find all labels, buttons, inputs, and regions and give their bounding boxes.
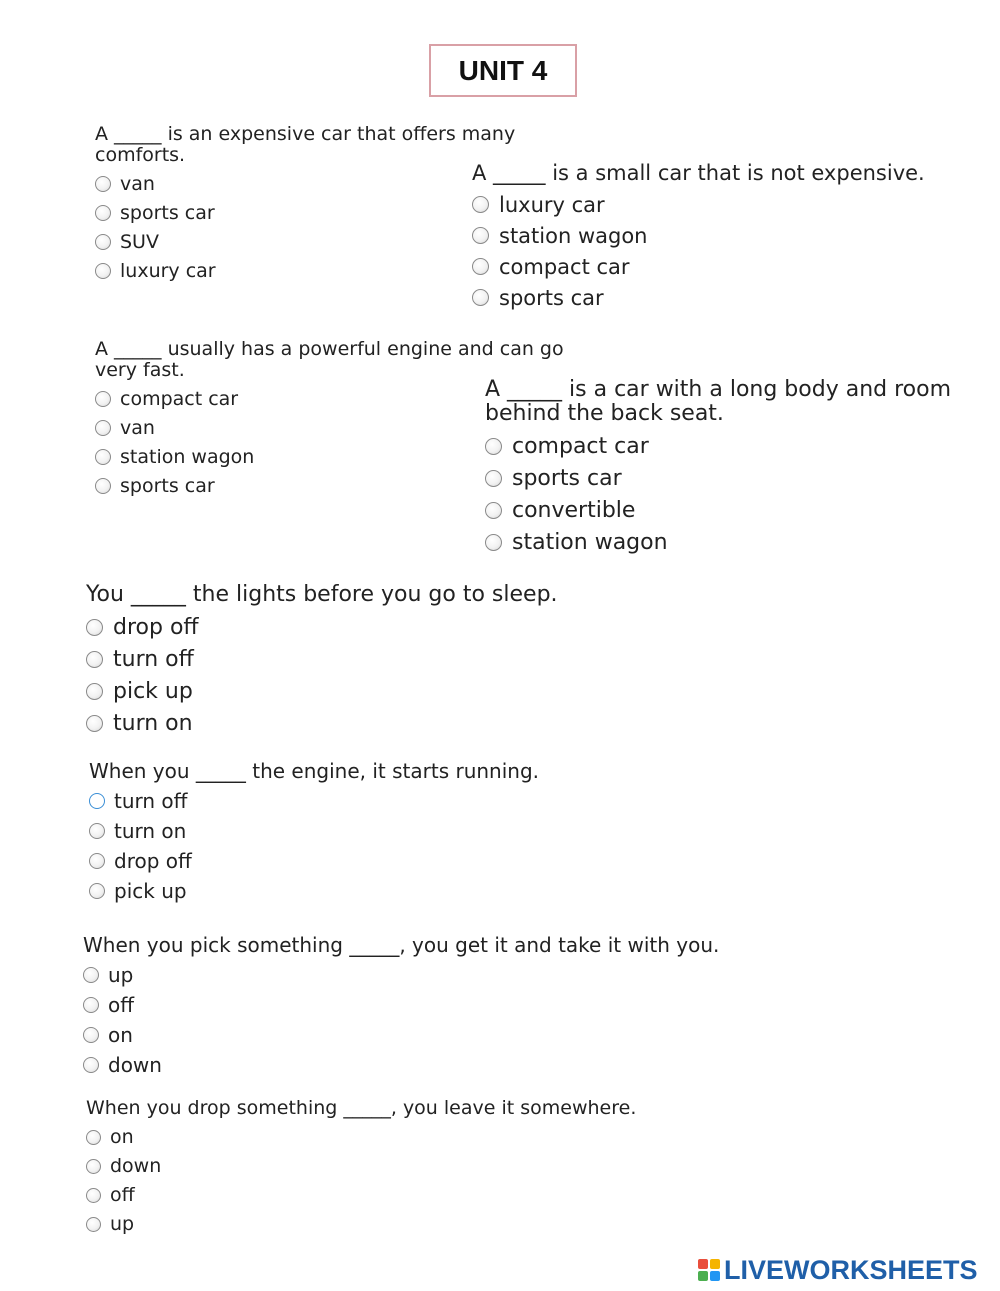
question-7: [83, 934, 883, 1080]
option-label: turn off: [113, 646, 194, 672]
option-label: on: [108, 1023, 133, 1047]
option[interactable]: [86, 1181, 786, 1210]
option-label: sports car: [120, 202, 215, 225]
option-label: pick up: [113, 678, 193, 704]
logo-square: [698, 1271, 708, 1281]
option-label: station wagon: [499, 223, 648, 248]
logo-square: [710, 1259, 720, 1269]
radio-icon[interactable]: [95, 478, 111, 494]
option-label: off: [110, 1184, 135, 1207]
option[interactable]: [472, 282, 972, 313]
logo-square: [710, 1271, 720, 1281]
radio-icon[interactable]: [83, 1057, 99, 1073]
option[interactable]: [86, 611, 686, 643]
question-3-text: A _____ usually has a powerful engine and can go very fast.: [95, 338, 564, 381]
radio-icon[interactable]: [86, 1217, 101, 1232]
option-label: luxury car: [499, 192, 605, 217]
radio-icon[interactable]: [83, 997, 99, 1013]
question-1-text: A _____ is an expensive car that offers many comforts.: [95, 123, 516, 166]
radio-icon[interactable]: [89, 793, 105, 809]
option-label: sports car: [512, 465, 622, 491]
option-label: SUV: [120, 231, 159, 254]
radio-icon[interactable]: [89, 883, 105, 899]
liveworksheets-logo[interactable]: [698, 1254, 978, 1286]
option-label: on: [110, 1126, 134, 1149]
option-label: up: [110, 1213, 135, 1236]
option[interactable]: [485, 526, 985, 558]
option[interactable]: [89, 846, 689, 876]
radio-icon[interactable]: [95, 234, 111, 250]
radio-icon[interactable]: [472, 258, 489, 275]
option-label: compact car: [120, 388, 239, 411]
radio-icon[interactable]: [95, 205, 111, 221]
option[interactable]: [83, 1050, 883, 1080]
question-2-text: A _____ is a small car that is not expensive.: [472, 161, 925, 185]
option-label: sports car: [120, 475, 215, 498]
page-title: UNIT 4: [429, 44, 577, 97]
radio-icon[interactable]: [86, 683, 103, 700]
radio-icon[interactable]: [472, 227, 489, 244]
option-label: turn on: [113, 710, 193, 736]
option-label: pick up: [114, 879, 187, 903]
question-5-text: You _____ the lights before you go to sleep.: [86, 582, 558, 607]
radio-icon[interactable]: [89, 853, 105, 869]
option[interactable]: [472, 251, 972, 282]
radio-icon[interactable]: [86, 715, 103, 732]
question-4-text: A _____ is a car with a long body and room behind the back seat.: [485, 377, 952, 427]
question-7-text: When you pick something _____, you get it and take it with you.: [83, 933, 720, 957]
option-label: up: [108, 963, 134, 987]
radio-icon[interactable]: [89, 823, 105, 839]
radio-icon[interactable]: [485, 438, 502, 455]
option-label: compact car: [512, 433, 649, 459]
radio-icon[interactable]: [83, 1027, 99, 1043]
option[interactable]: [83, 1020, 883, 1050]
question-6: [89, 760, 689, 906]
option-label: down: [108, 1053, 162, 1077]
question-8: [86, 1098, 786, 1239]
option-label: turn off: [114, 789, 188, 813]
option[interactable]: [485, 494, 985, 526]
option[interactable]: [86, 1152, 786, 1181]
radio-icon[interactable]: [485, 470, 502, 487]
option-label: van: [120, 417, 155, 440]
option[interactable]: [89, 786, 689, 816]
radio-icon[interactable]: [95, 420, 111, 436]
option-label: turn on: [114, 819, 187, 843]
option[interactable]: [472, 220, 972, 251]
option-label: drop off: [113, 614, 199, 640]
option[interactable]: [89, 816, 689, 846]
option[interactable]: [86, 1123, 786, 1152]
option[interactable]: [89, 876, 689, 906]
option-label: sports car: [499, 285, 604, 310]
option[interactable]: [485, 430, 985, 462]
question-2: [472, 162, 972, 313]
radio-icon[interactable]: [83, 967, 99, 983]
logo-square: [698, 1259, 708, 1269]
option[interactable]: [86, 1210, 786, 1239]
radio-icon[interactable]: [86, 1159, 101, 1174]
logo-text: LIVEWORKSHEETS: [724, 1254, 978, 1285]
question-6-text: When you _____ the engine, it starts running.: [89, 759, 540, 783]
logo-mark-icon: [698, 1259, 720, 1281]
option-label: drop off: [114, 849, 192, 873]
option-label: luxury car: [120, 260, 216, 283]
option-label: station wagon: [512, 529, 668, 555]
option[interactable]: [83, 960, 883, 990]
option-label: van: [120, 173, 155, 196]
radio-icon[interactable]: [95, 449, 111, 465]
radio-icon[interactable]: [95, 391, 111, 407]
option-label: station wagon: [120, 446, 255, 469]
radio-icon[interactable]: [485, 534, 502, 551]
option-label: off: [108, 993, 135, 1017]
radio-icon[interactable]: [472, 196, 489, 213]
radio-icon[interactable]: [86, 651, 103, 668]
option[interactable]: [86, 675, 686, 707]
option-label: down: [110, 1155, 162, 1178]
radio-icon[interactable]: [86, 619, 103, 636]
radio-icon[interactable]: [472, 289, 489, 306]
question-4: [485, 378, 985, 558]
radio-icon[interactable]: [95, 176, 111, 192]
option[interactable]: [485, 462, 985, 494]
option[interactable]: [86, 707, 686, 739]
radio-icon[interactable]: [86, 1130, 101, 1145]
option[interactable]: [472, 189, 972, 220]
option[interactable]: [83, 990, 883, 1020]
radio-icon[interactable]: [86, 1188, 101, 1203]
option-label: convertible: [512, 497, 636, 523]
option-label: compact car: [499, 254, 630, 279]
radio-icon[interactable]: [95, 263, 111, 279]
question-5: [86, 583, 686, 739]
option[interactable]: [86, 643, 686, 675]
radio-icon[interactable]: [485, 502, 502, 519]
question-8-text: When you drop something _____, you leave it somewhere.: [86, 1097, 637, 1119]
